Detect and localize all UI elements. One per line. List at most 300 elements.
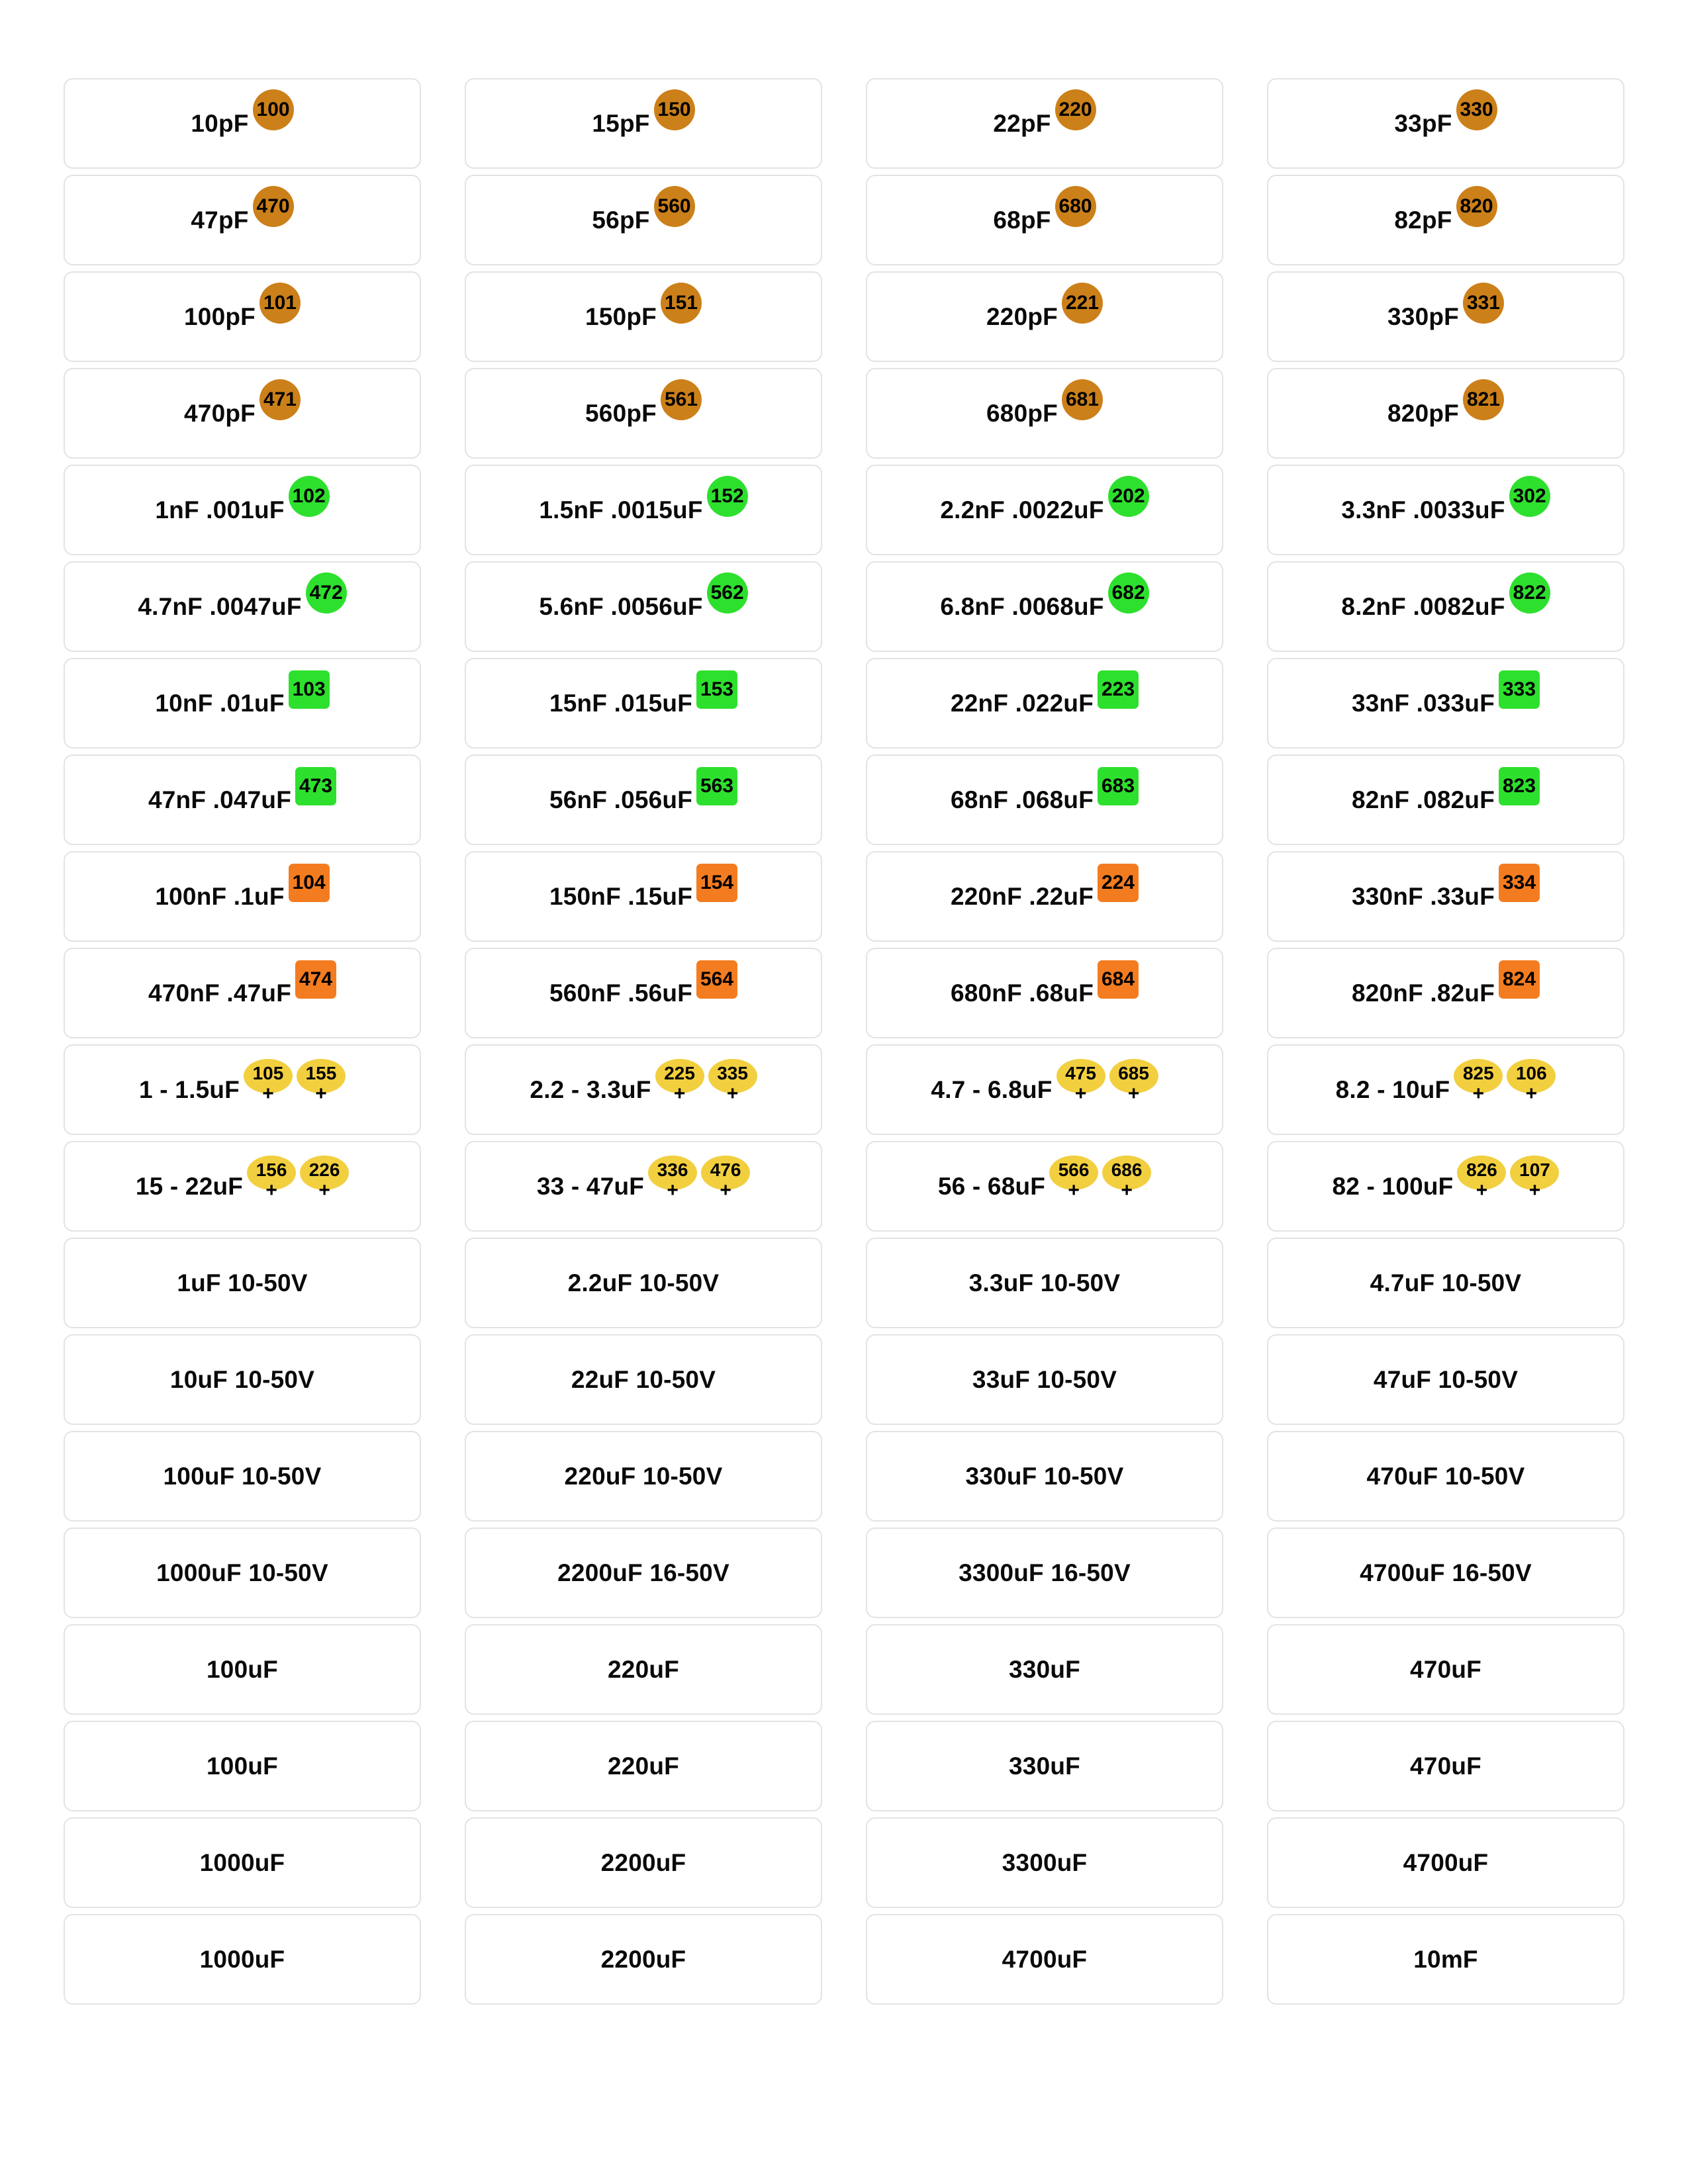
label-content (549, 678, 737, 723)
capacitor-label-card[interactable] (465, 1044, 822, 1135)
label-content (1394, 195, 1497, 241)
label-content (170, 1367, 314, 1392)
label-content (1332, 1159, 1560, 1204)
capacitor-label-card[interactable] (64, 1721, 421, 1811)
polarity-plus-icon: + (262, 1082, 274, 1105)
capacitor-code: 302 (1513, 484, 1546, 507)
capacitor-marker-circle-brown-icon (259, 379, 301, 420)
capacitor-marker-ellipse-yellow-icon (708, 1059, 757, 1105)
capacitor-label-card[interactable] (64, 1238, 421, 1328)
capacitor-value-text: 5.6nF .0056uF (539, 593, 703, 620)
polarity-plus-icon: + (720, 1179, 731, 1201)
polarity-plus-icon: + (1472, 1082, 1485, 1105)
capacitor-marker-group (661, 283, 702, 324)
label-content (148, 968, 336, 1013)
capacitor-value-text: 8.2 - 10uF (1335, 1076, 1450, 1103)
capacitor-label-card[interactable] (64, 1914, 421, 2005)
capacitor-value-text: 8.2nF .0082uF (1341, 593, 1505, 620)
capacitor-code: 686 (1111, 1159, 1143, 1180)
capacitor-value-text: 330uF 10-50V (965, 1463, 1124, 1490)
capacitor-code: 103 (292, 678, 326, 700)
capacitor-marker-circle-brown-icon (1463, 283, 1504, 324)
capacitor-label-card[interactable] (64, 1527, 421, 1618)
capacitor-code: 825 (1462, 1062, 1494, 1083)
capacitor-marker-group (1108, 476, 1149, 517)
capacitor-code: 102 (292, 484, 326, 507)
capacitor-value-text: 68nF .068uF (950, 786, 1094, 813)
capacitor-marker-group (1098, 864, 1139, 902)
label-content (592, 98, 694, 144)
label-content (1002, 1947, 1088, 1972)
label-content (1374, 1367, 1518, 1392)
capacitor-label-card[interactable] (465, 1141, 822, 1232)
capacitor-label-card[interactable] (465, 465, 822, 555)
capacitor-marker-circle-brown-icon (654, 89, 695, 130)
polarity-plus-icon: + (1528, 1179, 1541, 1201)
capacitor-label-card[interactable] (1267, 1624, 1624, 1715)
capacitor-code: 334 (1503, 871, 1536, 893)
capacitor-label-card[interactable] (1267, 1141, 1624, 1232)
capacitor-code: 562 (710, 581, 744, 604)
capacitor-label-card[interactable] (866, 78, 1223, 169)
capacitor-label-card[interactable] (866, 1817, 1223, 1908)
capacitor-label-card[interactable] (64, 1334, 421, 1425)
label-content (950, 871, 1139, 916)
capacitor-label-card[interactable] (64, 1141, 421, 1232)
capacitor-value-text: 4700uF (1403, 1849, 1489, 1876)
capacitor-label-card[interactable] (64, 851, 421, 942)
capacitor-marker-square-green-icon (1499, 767, 1540, 805)
capacitor-value-text: 220uF (608, 1752, 679, 1780)
capacitor-marker-group (707, 476, 748, 517)
capacitor-code: 330 (1460, 98, 1493, 120)
capacitor-code: 223 (1102, 678, 1135, 700)
label-content (1351, 774, 1540, 819)
capacitor-marker-group (1062, 283, 1103, 324)
capacitor-marker-group (253, 89, 294, 130)
capacitor-marker-square-green-icon (289, 670, 330, 709)
capacitor-value-text: 220uF 10-50V (564, 1463, 723, 1490)
capacitor-marker-circle-brown-icon (1062, 283, 1103, 324)
capacitor-label-card[interactable] (1267, 948, 1624, 1038)
polarity-plus-icon: + (1121, 1179, 1133, 1201)
capacitor-code: 221 (1065, 291, 1099, 314)
label-content (937, 1159, 1151, 1204)
capacitor-marker-ellipse-yellow-icon (1109, 1059, 1158, 1105)
capacitor-label-card[interactable] (465, 368, 822, 459)
capacitor-marker-group (289, 864, 330, 902)
capacitor-label-card[interactable] (866, 754, 1223, 845)
capacitor-code: 154 (700, 871, 734, 893)
capacitor-label-card[interactable] (465, 1914, 822, 2005)
label-content (986, 388, 1103, 434)
capacitor-value-text: 1000uF (199, 1946, 285, 1973)
capacitor-label-card[interactable] (866, 271, 1223, 362)
label-content (940, 484, 1149, 531)
capacitor-label-card[interactable] (64, 658, 421, 749)
capacitor-marker-ellipse-yellow-icon (1507, 1059, 1556, 1105)
capacitor-value-text: 82pF (1394, 206, 1452, 234)
capacitor-marker-group (696, 864, 737, 902)
capacitor-label-card[interactable] (866, 1914, 1223, 2005)
capacitor-value-text: 2200uF 16-50V (557, 1559, 729, 1586)
capacitor-code: 824 (1503, 968, 1536, 990)
polarity-plus-icon: + (1476, 1179, 1488, 1201)
capacitor-label-card[interactable] (866, 1141, 1223, 1232)
capacitor-value-text: 330pF (1387, 303, 1459, 330)
capacitor-value-text: 22uF 10-50V (571, 1366, 716, 1393)
polarity-plus-icon: + (318, 1179, 330, 1201)
label-content (601, 1850, 686, 1875)
capacitor-marker-circle-green-icon (707, 476, 748, 517)
capacitor-value-text: 56 - 68uF (937, 1173, 1046, 1200)
capacitor-value-text: 22nF .022uF (950, 690, 1094, 717)
capacitor-label-card[interactable] (465, 1721, 822, 1811)
label-content (608, 1657, 679, 1682)
capacitor-value-text: 56nF .056uF (549, 786, 693, 813)
capacitor-label-card[interactable] (64, 561, 421, 652)
polarity-plus-icon: + (1525, 1082, 1538, 1105)
capacitor-value-text: 150pF (585, 303, 657, 330)
label-content (592, 195, 694, 241)
capacitor-label-card[interactable] (64, 1044, 421, 1135)
capacitor-marker-square-green-icon (696, 670, 737, 709)
capacitor-label-card[interactable] (1267, 368, 1624, 459)
capacitor-label-card[interactable] (64, 1817, 421, 1908)
capacitor-code: 105 (252, 1062, 284, 1083)
capacitor-value-text: 1000uF (199, 1849, 285, 1876)
capacitor-label-card[interactable] (866, 1334, 1223, 1425)
capacitor-label-card[interactable] (465, 948, 822, 1038)
label-content (1009, 1754, 1080, 1778)
capacitor-code: 563 (700, 774, 734, 797)
label-content (138, 581, 346, 627)
label-content (1335, 1062, 1556, 1107)
capacitor-value-text: 3.3nF .0033uF (1341, 496, 1505, 523)
label-content (530, 1062, 757, 1107)
label-content (1410, 1754, 1481, 1778)
capacitor-marker-group (1509, 476, 1550, 517)
capacitor-marker-circle-brown-icon (253, 89, 294, 130)
capacitor-marker-group (1055, 89, 1096, 130)
capacitor-marker-ellipse-yellow-icon (1102, 1156, 1151, 1201)
capacitor-marker-group (1463, 283, 1504, 324)
capacitor-code: 101 (263, 291, 297, 314)
label-content (156, 1561, 328, 1585)
capacitor-label-card[interactable] (465, 175, 822, 265)
capacitor-value-text: 220nF .22uF (950, 883, 1094, 910)
capacitor-marker-square-green-icon (1098, 767, 1139, 805)
capacitor-value-text: 680pF (986, 400, 1058, 427)
capacitor-marker-ellipse-yellow-icon (244, 1059, 293, 1105)
capacitor-marker-group (654, 89, 695, 130)
capacitor-value-text: 560pF (585, 400, 657, 427)
capacitor-label-card[interactable] (1267, 851, 1624, 942)
capacitor-value-text: 10mF (1413, 1946, 1478, 1973)
capacitor-marker-circle-brown-icon (1463, 379, 1504, 420)
capacitor-marker-group (696, 670, 737, 709)
capacitor-label-card[interactable] (866, 175, 1223, 265)
capacitor-marker-circle-brown-icon (1062, 379, 1103, 420)
capacitor-label-card[interactable] (465, 271, 822, 362)
capacitor-marker-group (1456, 89, 1497, 130)
label-column (1267, 78, 1624, 2005)
capacitor-code: 470 (256, 195, 290, 217)
capacitor-marker-group (295, 960, 336, 999)
capacitor-value-text: 2200uF (600, 1946, 686, 1973)
polarity-plus-icon: + (667, 1179, 679, 1201)
capacitor-marker-ellipse-yellow-icon (300, 1156, 349, 1201)
capacitor-value-text: 1nF .001uF (155, 496, 285, 523)
capacitor-label-card[interactable] (866, 1044, 1223, 1135)
capacitor-value-text: 100uF 10-50V (163, 1463, 322, 1490)
capacitor-label-card[interactable] (1267, 1721, 1624, 1811)
capacitor-label-card[interactable] (64, 465, 421, 555)
polarity-plus-icon: + (1074, 1082, 1087, 1105)
capacitor-code: 566 (1058, 1159, 1090, 1180)
capacitor-value-text: 15 - 22uF (135, 1173, 244, 1200)
capacitor-label-card[interactable] (1267, 561, 1624, 652)
label-content (539, 484, 747, 531)
capacitor-value-text: 1uF 10-50V (177, 1269, 308, 1297)
capacitor-marker-ellipse-yellow-icon (247, 1156, 296, 1201)
capacitor-marker-ellipse-yellow-icon (1454, 1059, 1503, 1105)
label-content (1351, 678, 1540, 723)
capacitor-value-text: 4700uF (1002, 1946, 1088, 1973)
capacitor-marker-circle-green-icon (1509, 476, 1550, 517)
capacitor-marker-group (253, 186, 294, 227)
label-content (966, 1464, 1124, 1488)
capacitor-marker-square-orange-icon (696, 864, 737, 902)
capacitor-marker-group (244, 1059, 346, 1105)
capacitor-code: 564 (700, 968, 734, 990)
capacitor-marker-group (661, 379, 702, 420)
capacitor-marker-group (1499, 767, 1540, 805)
capacitor-label-card[interactable] (866, 561, 1223, 652)
capacitor-label-card[interactable] (1267, 1527, 1624, 1618)
capacitor-label-card[interactable] (64, 368, 421, 459)
capacitor-value-text: 82nF .082uF (1351, 786, 1495, 813)
capacitor-marker-group (1049, 1156, 1151, 1201)
label-content (1387, 291, 1504, 338)
capacitor-value-text: 1.5nF .0015uF (539, 496, 703, 523)
capacitor-marker-group (259, 283, 301, 324)
capacitor-marker-circle-green-icon (707, 572, 748, 614)
capacitor-label-card[interactable] (1267, 1044, 1624, 1135)
label-content (1351, 871, 1540, 916)
label-content (1410, 1657, 1481, 1682)
capacitor-label-card[interactable] (1267, 754, 1624, 845)
polarity-plus-icon: + (726, 1082, 739, 1105)
capacitor-code: 202 (1111, 484, 1145, 507)
capacitor-value-text: 10nF .01uF (155, 690, 285, 717)
capacitor-label-card[interactable] (866, 851, 1223, 942)
capacitor-label-card[interactable] (64, 754, 421, 845)
label-content (549, 774, 737, 819)
capacitor-code: 560 (657, 195, 691, 217)
capacitor-value-text: 4.7uF 10-50V (1370, 1269, 1522, 1297)
capacitor-value-text: 470pF (184, 400, 256, 427)
capacitor-code: 106 (1515, 1062, 1547, 1083)
capacitor-label-card[interactable] (465, 1431, 822, 1522)
capacitor-value-text: 2200uF (600, 1849, 686, 1876)
capacitor-value-text: 470nF .47uF (148, 979, 292, 1007)
capacitor-marker-ellipse-yellow-icon (655, 1059, 704, 1105)
capacitor-code: 685 (1118, 1062, 1149, 1083)
capacitor-label-card[interactable] (1267, 271, 1624, 362)
capacitor-value-text: 680nF .68uF (950, 979, 1094, 1007)
polarity-plus-icon: + (673, 1082, 686, 1105)
capacitor-label-card[interactable] (1267, 175, 1624, 265)
capacitor-label-card[interactable] (465, 754, 822, 845)
capacitor-label-card[interactable] (64, 1431, 421, 1522)
label-content (1009, 1657, 1080, 1682)
capacitor-marker-circle-brown-icon (654, 186, 695, 227)
capacitor-label-card[interactable] (1267, 1431, 1624, 1522)
capacitor-label-card[interactable] (1267, 1817, 1624, 1908)
capacitor-code: 680 (1058, 195, 1092, 217)
capacitor-value-text: 330nF .33uF (1351, 883, 1495, 910)
capacitor-code: 683 (1102, 774, 1135, 797)
capacitor-value-text: 100uF (207, 1656, 278, 1683)
capacitor-value-text: 3.3uF 10-50V (968, 1269, 1121, 1297)
capacitor-label-card[interactable] (1267, 1238, 1624, 1328)
capacitor-label-card[interactable] (64, 78, 421, 169)
capacitor-marker-circle-brown-icon (253, 186, 294, 227)
capacitor-label-card[interactable] (866, 658, 1223, 749)
capacitor-marker-group (1456, 186, 1497, 227)
capacitor-label-card[interactable] (465, 1624, 822, 1715)
label-content (568, 1271, 720, 1295)
capacitor-label-card[interactable] (465, 1334, 822, 1425)
label-content (1403, 1850, 1489, 1875)
capacitor-marker-circle-brown-icon (1456, 186, 1497, 227)
label-content (191, 98, 293, 144)
capacitor-marker-ellipse-yellow-icon (1510, 1156, 1559, 1201)
capacitor-label-card[interactable] (64, 175, 421, 265)
capacitor-marker-square-orange-icon (295, 960, 336, 999)
capacitor-label-card[interactable] (866, 1238, 1223, 1328)
label-content (585, 291, 702, 338)
capacitor-label-card[interactable] (866, 948, 1223, 1038)
capacitor-value-text: 47nF .047uF (148, 786, 292, 813)
capacitor-label-card[interactable] (465, 1238, 822, 1328)
capacitor-value-text: 33nF .033uF (1351, 690, 1495, 717)
capacitor-label-card[interactable] (465, 851, 822, 942)
capacitor-value-text: 330uF (1009, 1752, 1080, 1780)
capacitor-value-text: 220pF (986, 303, 1058, 330)
capacitor-marker-circle-brown-icon (259, 283, 301, 324)
label-content (200, 1850, 285, 1875)
capacitor-label-card[interactable] (866, 368, 1223, 459)
capacitor-code: 822 (1513, 581, 1546, 604)
capacitor-code: 475 (1065, 1062, 1096, 1083)
label-content (1341, 484, 1550, 531)
capacitor-marker-square-orange-icon (289, 864, 330, 902)
capacitor-code: 473 (299, 774, 333, 797)
capacitor-label-card[interactable] (1267, 1914, 1624, 2005)
capacitor-label-card[interactable] (465, 1817, 822, 1908)
capacitor-label-card[interactable] (465, 658, 822, 749)
capacitor-code: 472 (309, 581, 343, 604)
label-content (164, 1464, 322, 1488)
capacitor-label-card[interactable] (866, 465, 1223, 555)
capacitor-marker-group (1055, 186, 1096, 227)
capacitor-value-text: 1000uF 10-50V (156, 1559, 328, 1586)
capacitor-code: 336 (657, 1159, 688, 1180)
label-content (155, 678, 329, 723)
capacitor-code: 225 (664, 1062, 695, 1083)
capacitor-label-card[interactable] (1267, 1334, 1624, 1425)
capacitor-code: 335 (717, 1062, 748, 1083)
capacitor-marker-ellipse-yellow-icon (297, 1059, 346, 1105)
capacitor-marker-group (1463, 379, 1504, 420)
capacitor-label-card[interactable] (1267, 78, 1624, 169)
capacitor-marker-square-orange-icon (1499, 864, 1540, 902)
label-content (608, 1754, 679, 1778)
capacitor-label-card[interactable] (64, 271, 421, 362)
label-content (565, 1464, 723, 1488)
capacitor-label-card[interactable] (64, 1624, 421, 1715)
capacitor-code: 682 (1111, 581, 1145, 604)
capacitor-marker-circle-green-icon (289, 476, 330, 517)
capacitor-label-card[interactable] (866, 1527, 1223, 1618)
capacitor-code: 104 (292, 871, 326, 893)
label-content (135, 1159, 349, 1204)
capacitor-value-text: 470uF (1410, 1752, 1481, 1780)
label-content (536, 1159, 750, 1204)
label-content (950, 968, 1139, 1013)
capacitor-marker-group (295, 767, 336, 805)
capacitor-code: 152 (710, 484, 744, 507)
capacitor-code: 820 (1460, 195, 1493, 217)
capacitor-code: 153 (700, 678, 734, 700)
label-content (959, 1561, 1131, 1585)
capacitor-label-card[interactable] (1267, 465, 1624, 555)
capacitor-value-text: 4.7nF .0047uF (138, 593, 302, 620)
capacitor-label-card[interactable] (866, 1721, 1223, 1811)
label-content (986, 291, 1103, 338)
capacitor-value-text: 6.8nF .0068uF (940, 593, 1104, 620)
capacitor-marker-group (1098, 767, 1139, 805)
capacitor-label-card[interactable] (866, 1624, 1223, 1715)
capacitor-marker-group (289, 476, 330, 517)
capacitor-marker-group (1108, 572, 1149, 614)
capacitor-label-card[interactable] (866, 1431, 1223, 1522)
capacitor-value-text: 150nF .15uF (549, 883, 693, 910)
capacitor-marker-square-green-icon (1499, 670, 1540, 709)
capacitor-value-text: 15pF (592, 110, 650, 137)
polarity-plus-icon: + (1068, 1179, 1080, 1201)
label-content (177, 1271, 307, 1295)
capacitor-label-card[interactable] (465, 1527, 822, 1618)
capacitor-code: 107 (1519, 1159, 1550, 1180)
capacitor-label-card[interactable] (1267, 658, 1624, 749)
capacitor-marker-ellipse-yellow-icon (1049, 1156, 1098, 1201)
capacitor-marker-ellipse-yellow-icon (1056, 1059, 1105, 1105)
capacitor-code: 156 (256, 1159, 287, 1180)
polarity-plus-icon: + (265, 1179, 277, 1201)
label-content (207, 1657, 278, 1682)
capacitor-marker-square-green-icon (1098, 670, 1139, 709)
capacitor-label-card[interactable] (64, 948, 421, 1038)
capacitor-code: 561 (664, 388, 698, 410)
capacitor-label-card[interactable] (465, 561, 822, 652)
capacitor-label-card[interactable] (465, 78, 822, 169)
capacitor-marker-group (1454, 1059, 1556, 1105)
label-content (601, 1947, 686, 1972)
capacitor-marker-group (655, 1059, 757, 1105)
